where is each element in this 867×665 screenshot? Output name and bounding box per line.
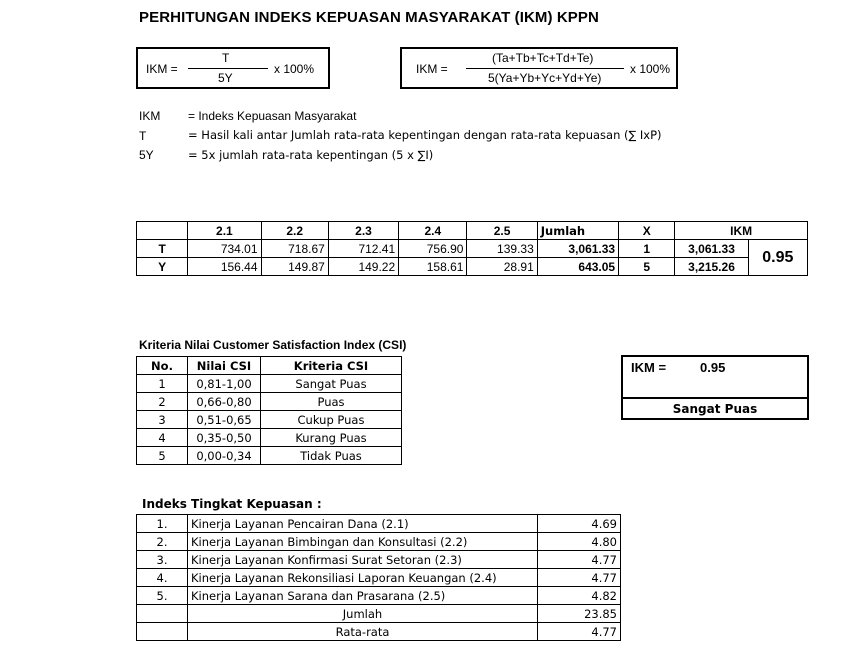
ikm-summary-top <box>623 357 807 399</box>
table-cell: 712.41 <box>328 240 398 258</box>
rata-value: 4.77 <box>538 623 621 641</box>
ikm-summary-value: 0.95 <box>700 360 726 375</box>
table-row <box>137 258 808 276</box>
column-header: 2.1 <box>188 222 261 240</box>
csi-title: Kriteria Nilai Customer Satisfaction Index (CSI) <box>139 338 407 352</box>
table-cell: Puas <box>261 393 402 411</box>
table-cell: Tidak Puas <box>261 447 402 465</box>
table-cell: Kinerja Layanan Bimbingan dan Konsultasi (2.2) <box>188 533 538 551</box>
formula-denominator: 5(Ya+Yb+Yc+Yd+Ye) <box>488 71 602 85</box>
formula-numerator: T <box>222 51 230 65</box>
table-row <box>137 551 621 569</box>
table-row <box>137 240 808 258</box>
table-cell: 28.91 <box>467 258 537 276</box>
table-cell: 4. <box>137 569 188 587</box>
table-cell: Kinerja Layanan Pencairan Dana (2.1) <box>188 515 538 533</box>
table-cell: 4.80 <box>538 533 621 551</box>
column-header: 2.2 <box>261 222 328 240</box>
table-cell: 3,061.33 <box>537 240 618 258</box>
table-cell: 1 <box>619 240 675 258</box>
row-label: Y <box>137 258 188 276</box>
legend-key: 5Y <box>139 148 154 162</box>
legend-desc: = 5x jumlah rata-rata kepentingan (5 x ∑I) <box>188 148 434 162</box>
table-cell: 3,215.26 <box>675 258 748 276</box>
table-cell: Kinerja Layanan Sarana dan Prasarana (2.5) <box>188 587 538 605</box>
table-cell: Kurang Puas <box>261 429 402 447</box>
table-cell: 4.77 <box>538 569 621 587</box>
legend-key: T <box>139 129 147 143</box>
formula-lhs: IKM = <box>146 62 178 76</box>
jumlah-label: Jumlah <box>188 605 538 623</box>
table-cell: 4 <box>137 429 188 447</box>
table-cell: 0,51-0,65 <box>188 411 261 429</box>
table-cell: 2 <box>137 393 188 411</box>
table-cell: 149.22 <box>328 258 398 276</box>
table-cell: Kinerja Layanan Konfirmasi Surat Setoran (2.3) <box>188 551 538 569</box>
row-label: T <box>137 240 188 258</box>
jumlah-value: 23.85 <box>538 605 621 623</box>
table-row <box>137 447 402 465</box>
tingkat-table <box>136 514 621 641</box>
ikm-summary-label: IKM = <box>631 360 667 375</box>
table-cell: 149.87 <box>261 258 328 276</box>
table-cell <box>137 605 188 623</box>
fraction-line <box>466 68 624 69</box>
rata-label: Rata-rata <box>188 623 538 641</box>
csi-table <box>136 356 402 465</box>
table-cell: 718.67 <box>261 240 328 258</box>
column-header: X <box>619 222 675 240</box>
column-header: Nilai CSI <box>188 357 261 375</box>
table-cell: 4.77 <box>538 551 621 569</box>
table-cell: 5. <box>137 587 188 605</box>
table-cell: 0,66-0,80 <box>188 393 261 411</box>
table-cell: Kinerja Layanan Rekonsiliasi Laporan Keuangan (2.4) <box>188 569 538 587</box>
table-header-row <box>137 357 402 375</box>
formula-lhs: IKM = <box>416 62 448 76</box>
table-cell: 3,061.33 <box>675 240 748 258</box>
table-cell: 156.44 <box>188 258 261 276</box>
formula-multiplier: x 100% <box>274 62 315 76</box>
table-cell: 4.82 <box>538 587 621 605</box>
jumlah-row <box>137 605 621 623</box>
table-cell: 0,00-0,34 <box>188 447 261 465</box>
formula-numerator: (Ta+Tb+Tc+Td+Te) <box>492 51 594 65</box>
table-row <box>137 411 402 429</box>
rata-row <box>137 623 621 641</box>
table-cell: 734.01 <box>188 240 261 258</box>
page-title: PERHITUNGAN INDEKS KEPUASAN MASYARAKAT (IKM) KPPN <box>139 9 599 26</box>
table-header-row <box>137 222 808 240</box>
fraction-line <box>188 68 268 69</box>
formula-multiplier: x 100% <box>630 62 671 76</box>
table-cell: 2. <box>137 533 188 551</box>
column-header: 2.4 <box>399 222 467 240</box>
table-cell: 1 <box>137 375 188 393</box>
table-cell: 643.05 <box>537 258 618 276</box>
formula-denominator: 5Y <box>218 71 233 85</box>
table-cell: 158.61 <box>399 258 467 276</box>
column-header: Kriteria CSI <box>261 357 402 375</box>
formula-box-expanded <box>400 47 678 89</box>
table-cell: 5 <box>137 447 188 465</box>
table-row <box>137 515 621 533</box>
table-cell: 0,81-1,00 <box>188 375 261 393</box>
legend-desc: = Indeks Kepuasan Masyarakat <box>188 109 357 123</box>
column-header: Jumlah <box>537 222 618 240</box>
column-header: No. <box>137 357 188 375</box>
legend-desc: = Hasil kali antar Jumlah rata-rata kepentingan dengan rata-rata kepuasan (∑ IxP) <box>188 128 662 142</box>
table-cell: 0,35-0,50 <box>188 429 261 447</box>
table-row <box>137 587 621 605</box>
table-cell <box>137 623 188 641</box>
column-header: IKM <box>675 222 808 240</box>
table-row <box>137 429 402 447</box>
table-cell: 756.90 <box>399 240 467 258</box>
calculation-table <box>136 221 808 276</box>
table-cell: 139.33 <box>467 240 537 258</box>
table-cell: 3. <box>137 551 188 569</box>
tingkat-title: Indeks Tingkat Kepuasan : <box>142 497 322 511</box>
ikm-summary-category: Sangat Puas <box>672 402 758 416</box>
table-cell: Sangat Puas <box>261 375 402 393</box>
table-row <box>137 375 402 393</box>
table-cell: 4.69 <box>538 515 621 533</box>
table-cell: 3 <box>137 411 188 429</box>
table-cell: 1. <box>137 515 188 533</box>
table-cell: 5 <box>619 258 675 276</box>
table-cell: Cukup Puas <box>261 411 402 429</box>
ikm-result: 0.95 <box>748 240 807 276</box>
table-cell <box>137 222 188 240</box>
column-header: 2.5 <box>467 222 537 240</box>
formula-box-simple <box>136 47 330 89</box>
ikm-summary-box <box>621 355 809 420</box>
table-row <box>137 533 621 551</box>
column-header: 2.3 <box>328 222 398 240</box>
table-row <box>137 569 621 587</box>
legend-key: IKM <box>139 109 161 123</box>
table-row <box>137 393 402 411</box>
